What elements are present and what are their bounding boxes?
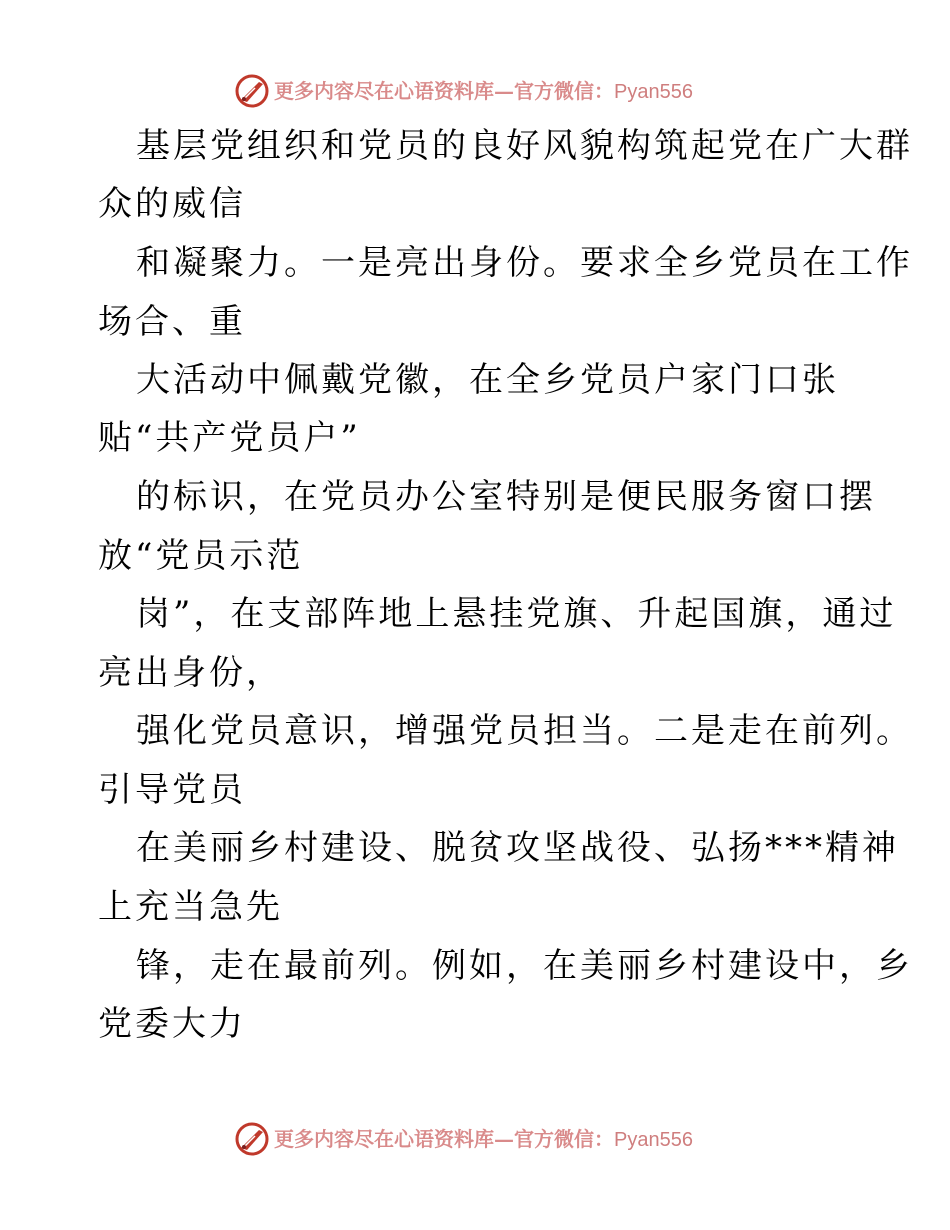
body-line: 强化党员意识，增强党员担当。二是走在前列。 [136,711,913,751]
body-line: 引导党员 [98,770,246,810]
body-line: 岗”，在支部阵地上悬挂党旗、升起国旗，通过 [136,594,897,634]
body-line: 贴“共产党员户” [98,418,361,458]
body-line: 基层党组织和党员的良好风貌构筑起党在广大群 [136,126,913,166]
body-line: 众的威信 [98,184,246,224]
body-line: 党委大力 [98,1004,246,1044]
body-line: 大活动中佩戴党徽，在全乡党员户家门口张 [136,360,839,400]
body-line: 场合、重 [98,302,246,342]
body-line: 和凝聚力。一是亮出身份。要求全乡党员在工作 [136,243,913,283]
body-line: 的标识，在党员办公室特别是便民服务窗口摆 [136,477,876,517]
header-banner-text [274,78,693,105]
quill-pen-logo-icon [235,1122,269,1156]
footer-banner-text [274,1126,693,1153]
body-line: 亮出身份， [98,653,283,693]
quill-pen-logo-icon [235,74,269,108]
header-banner-prefix: 更多内容尽在心语资料库—官方微信： [274,79,614,103]
body-line: 在美丽乡村建设、脱贫攻坚战役、弘扬***精神 [136,828,899,868]
header-banner [0,72,950,112]
body-line: 放“党员示范 [98,536,304,576]
body-line: 上充当急先 [98,887,283,927]
footer-banner-prefix: 更多内容尽在心语资料库—官方微信： [274,1127,614,1151]
footer-banner-wechat-id: Pyan556 [614,1129,693,1151]
body-line: 锋，走在最前列。例如，在美丽乡村建设中，乡 [136,946,913,986]
header-banner-wechat-id: Pyan556 [614,81,693,103]
footer-banner [0,1120,950,1160]
